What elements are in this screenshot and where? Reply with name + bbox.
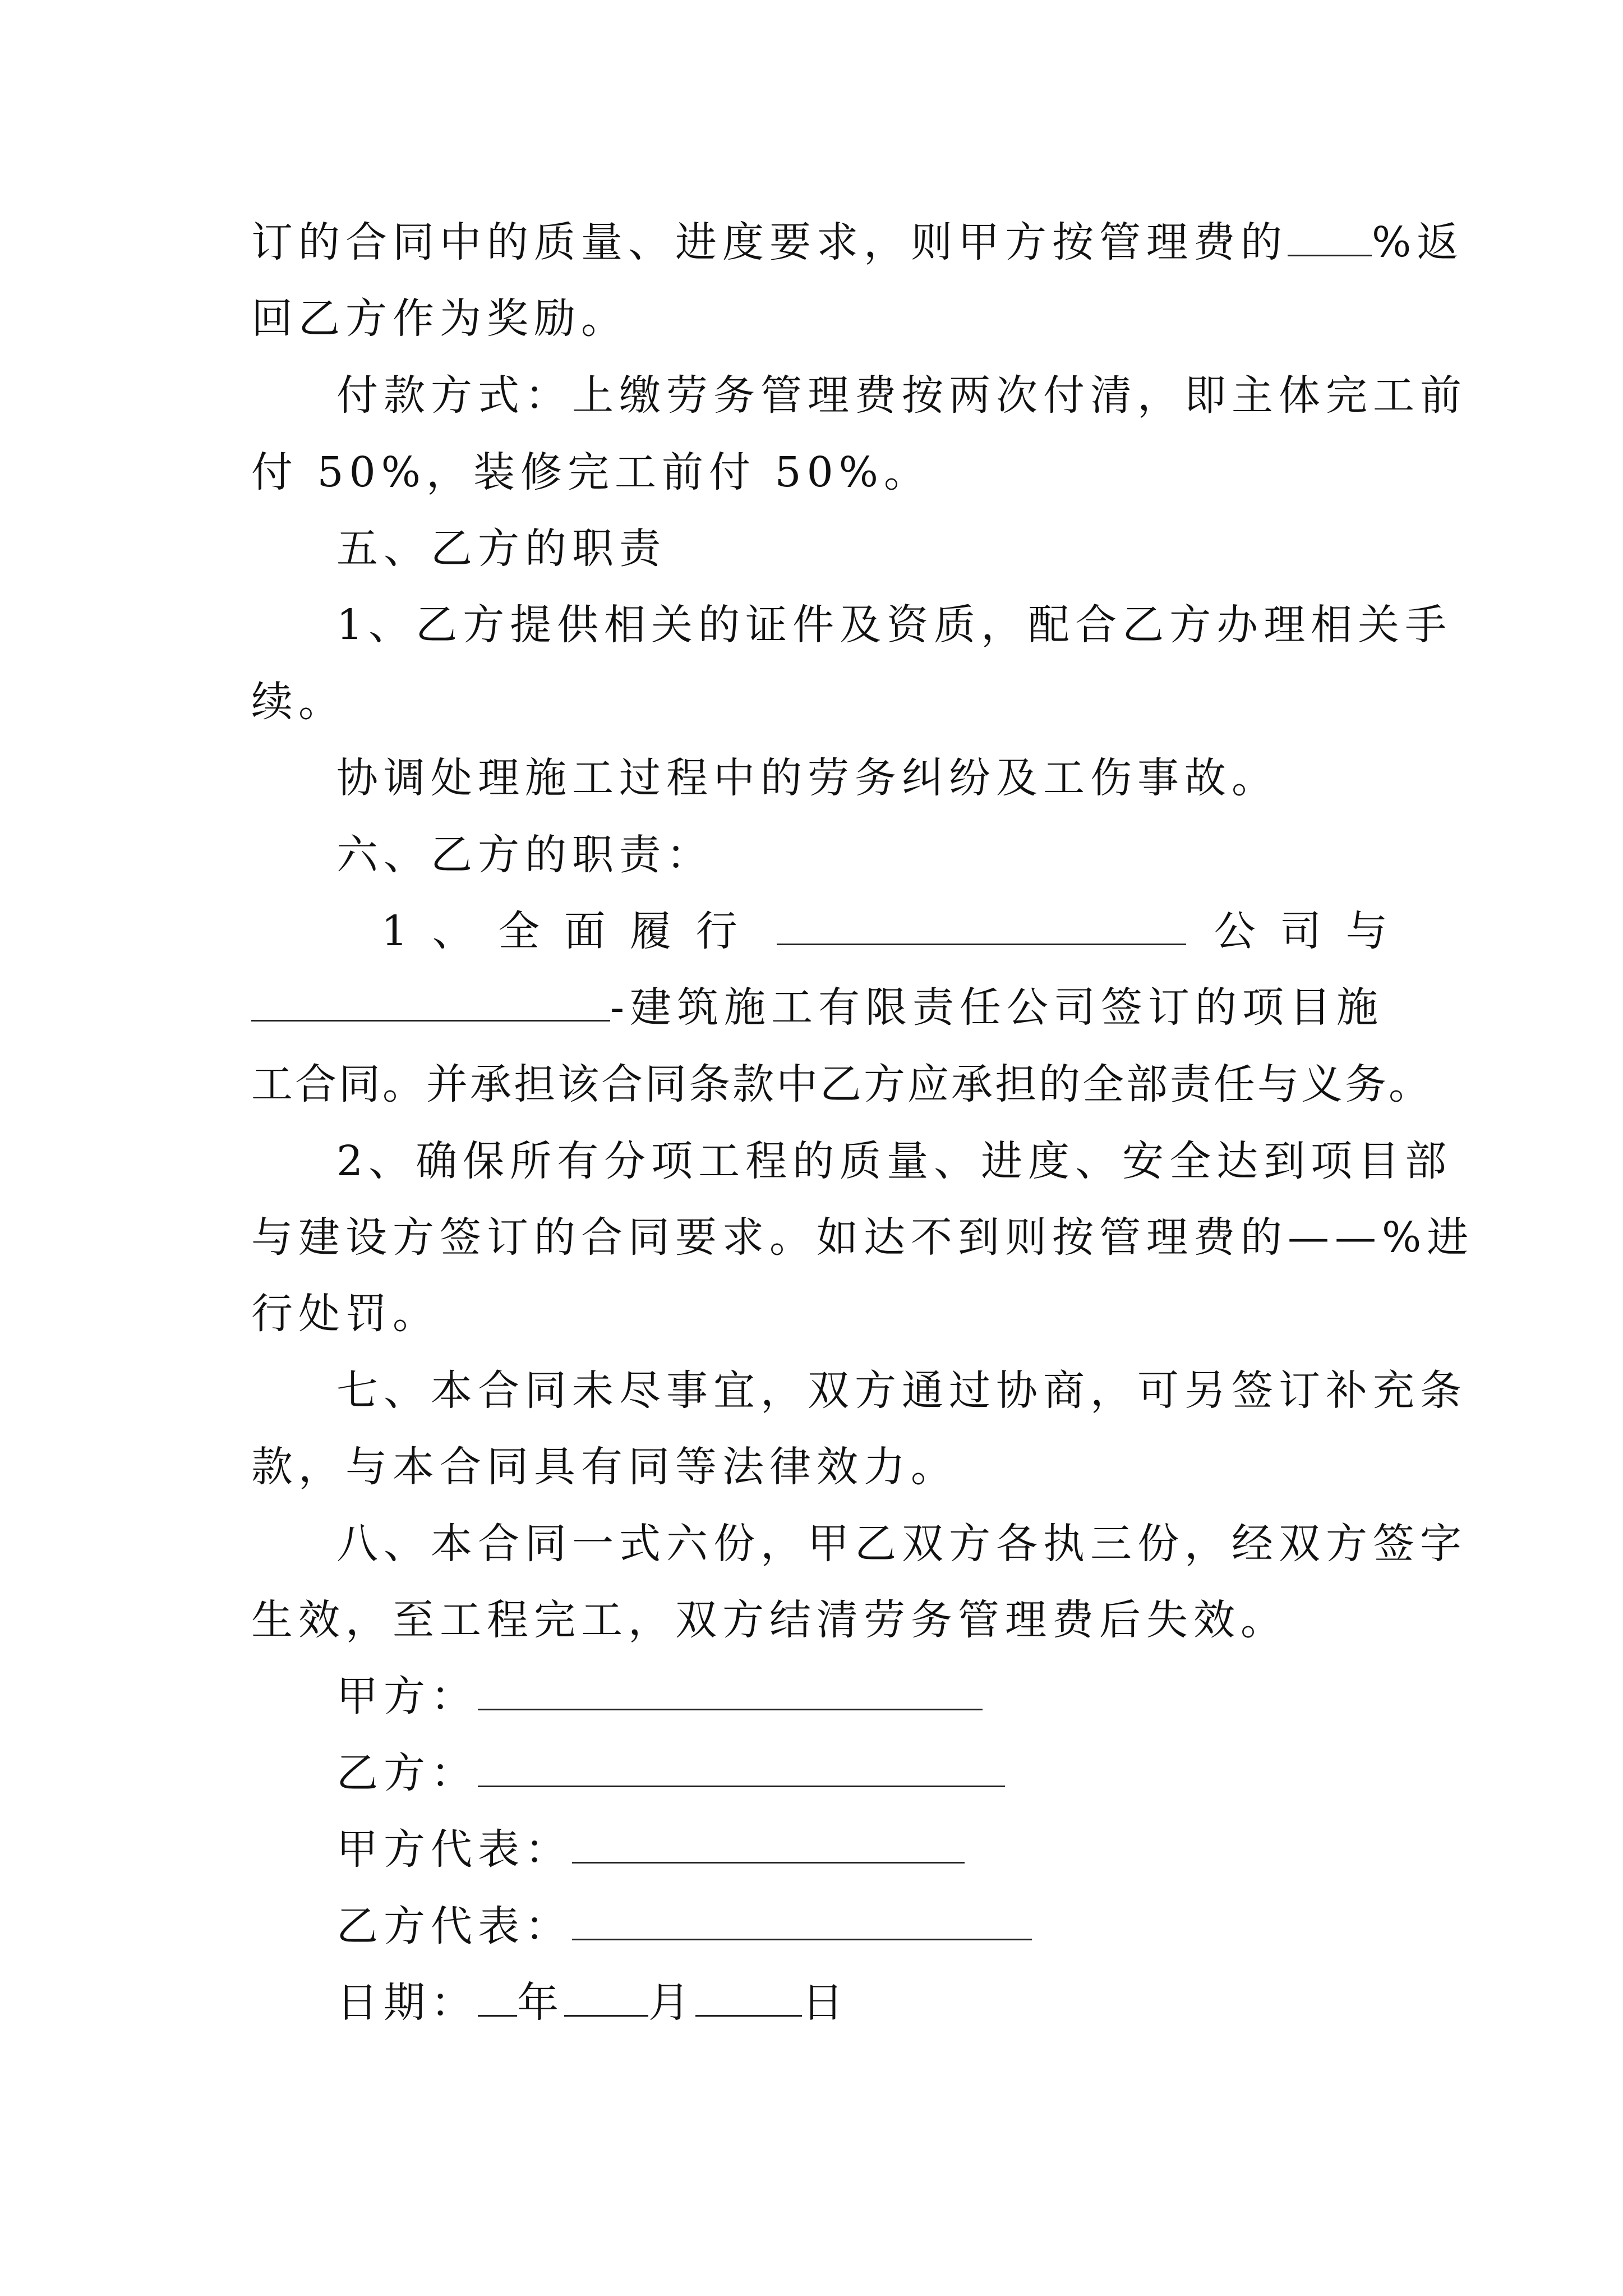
text-segment: -建筑施工有限责任公司签订的项目施 (610, 983, 1384, 1032)
text-segment: 款，与本合同具有同等法律效力。 (251, 1443, 958, 1491)
paragraph-line (336, 1357, 1467, 1424)
month-label: 月 (648, 1978, 695, 2027)
text-segment: 订的合同中的质量、进度要求，则甲方按管理费的 (251, 218, 1288, 266)
paragraph-line (251, 439, 1390, 506)
paragraph-line (251, 1433, 1390, 1501)
text-segment: 付款方式：上缴劳务管理费按两次付清，即主体完工前 (336, 371, 1467, 420)
signature-date (336, 1969, 1390, 2036)
text-segment: 六、乙方的职责： (336, 831, 713, 879)
blank-underline (1288, 215, 1372, 256)
paragraph-line (336, 1128, 1453, 1195)
date-label: 日期： (336, 1978, 478, 2027)
signature-line[interactable] (572, 1899, 1032, 1940)
text-segment: 七、本合同未尽事宜，双方通过协商，可另签订补充条 (336, 1366, 1467, 1415)
signature-party-b (336, 1740, 1390, 1807)
signature-party-a (336, 1663, 1390, 1730)
blank-underline (251, 981, 610, 1022)
text-segment: 续。 (251, 678, 345, 726)
text-segment: %返 (1372, 218, 1464, 266)
paragraph-line (336, 591, 1453, 659)
paragraph-line (336, 362, 1467, 429)
paragraph-line (336, 1510, 1467, 1577)
signature-label: 甲方代表： (336, 1825, 572, 1874)
signature-label: 乙方代表： (336, 1902, 572, 1950)
paragraph-line (251, 1280, 1390, 1347)
text-segment: 五、乙方的职责 (336, 524, 666, 573)
text-segment: 2、确保所有分项工程的质量、进度、安全达到项目部 (336, 1137, 1453, 1185)
text-segment: 公 司 与 (1214, 907, 1393, 955)
paragraph-line (381, 898, 1393, 965)
paragraph-line (336, 744, 1390, 812)
month-blank[interactable] (564, 1976, 648, 2017)
signature-line[interactable] (478, 1746, 1005, 1787)
year-blank[interactable] (478, 1976, 517, 2017)
paragraph-line (251, 209, 1464, 276)
text-segment: 与建设方签订的合同要求。如达不到则按管理费的——%进 (251, 1213, 1474, 1262)
text-segment: 回乙方作为奖励。 (251, 295, 628, 343)
signature-rep-b (336, 1893, 1390, 1960)
paragraph-line (251, 1586, 1390, 1654)
paragraph-line (251, 285, 1390, 352)
signature-label: 乙方： (336, 1749, 478, 1797)
paragraph-line (251, 1051, 1432, 1118)
signature-line[interactable] (478, 1669, 983, 1710)
signature-label: 甲方： (336, 1672, 478, 1720)
text-segment: 行处罚。 (251, 1290, 440, 1338)
paragraph-line (251, 668, 1390, 735)
section-heading (336, 821, 1390, 889)
text-segment: 生效，至工程完工，双方结清劳务管理费后失效。 (251, 1596, 1288, 1644)
paragraph-line (251, 1204, 1474, 1271)
blank-underline (777, 904, 1186, 945)
paragraph-line (251, 974, 1390, 1041)
day-label: 日 (802, 1978, 849, 2027)
text-segment: 付 50%，装修完工前付 50%。 (251, 448, 931, 496)
text-segment: 1 、 全 面 履 行 (381, 907, 743, 955)
text-segment: 工合同。并承担该合同条款中乙方应承担的全部责任与义务。 (251, 1060, 1432, 1108)
text-segment: 协调处理施工过程中的劳务纠纷及工伤事故。 (336, 754, 1279, 802)
text-segment: 1、乙方提供相关的证件及资质，配合乙方办理相关手 (336, 601, 1453, 649)
day-blank[interactable] (695, 1976, 802, 2017)
signature-line[interactable] (572, 1823, 965, 1864)
text-segment: 八、本合同一式六份，甲乙双方各执三份，经双方签字 (336, 1520, 1467, 1568)
year-label: 年 (517, 1978, 564, 2027)
section-heading (336, 515, 1390, 582)
signature-rep-a (336, 1816, 1390, 1883)
